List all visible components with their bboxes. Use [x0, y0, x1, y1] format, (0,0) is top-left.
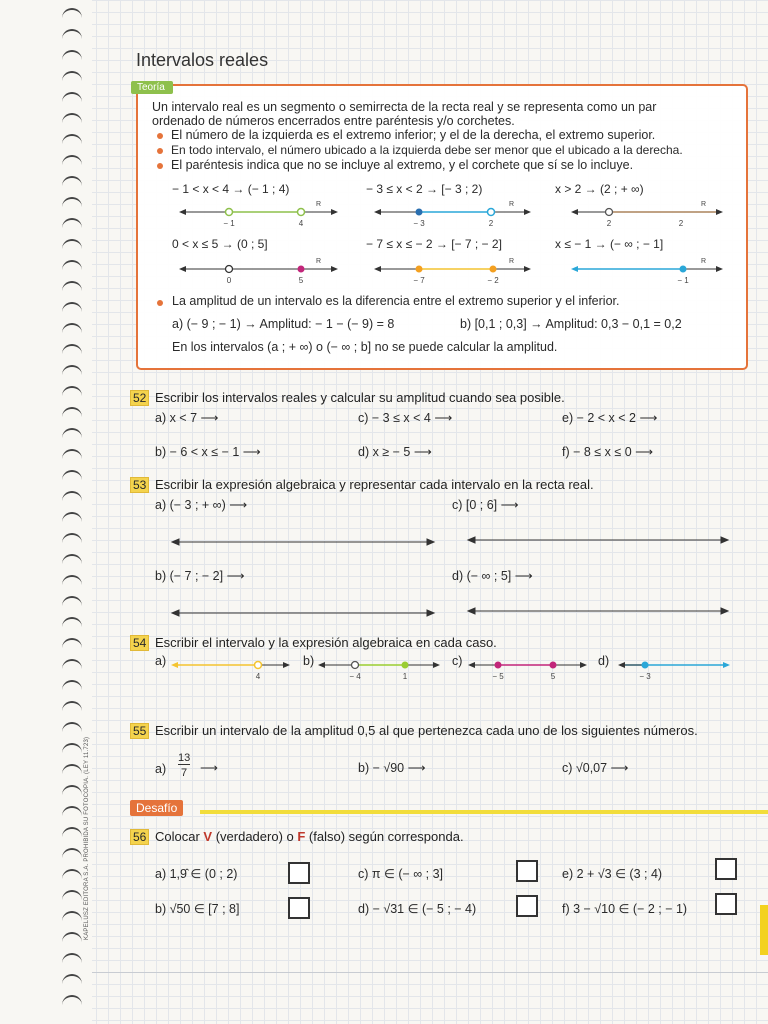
exercise-54-d-label: d)	[598, 654, 610, 668]
example-a: − 1 < x < 4 → (− 1 ; 4)	[172, 182, 290, 196]
number-line-c	[374, 201, 531, 228]
exercise-52-e: e) − 2 < x < 2 ⟶	[562, 411, 658, 425]
exercise-56-a-checkbox[interactable]	[288, 862, 310, 884]
exercise-55-a-denominator: 7	[181, 767, 188, 779]
svg-text:− 1: − 1	[223, 219, 235, 228]
spiral-ring	[62, 827, 82, 837]
spiral-ring	[62, 344, 82, 354]
exercise-53-c: c) [0 ; 6] ⟶	[452, 498, 519, 512]
spiral-ring	[62, 932, 82, 942]
theory-bullet1: El número de la izquierda es el extremo inferior; y el de la derecha, el extremo superior.	[171, 128, 656, 142]
spiral-ring	[62, 596, 82, 606]
spiral-ring	[62, 155, 82, 165]
exercise-56-number: 56	[130, 829, 149, 845]
theory-tag: Teoría	[131, 81, 173, 94]
exercise-56-c-checkbox[interactable]	[516, 860, 538, 882]
desafio-yellow-rule	[200, 810, 768, 814]
theory-bullet2: En todo intervalo, el número ubicado a la izquierda debe ser menor que el ubicado a la derecha.	[171, 143, 683, 157]
exercise-53-d: d) (− ∞ ; 5] ⟶	[452, 569, 533, 583]
svg-text:2: 2	[606, 219, 612, 228]
spiral-ring	[62, 911, 82, 921]
spiral-ring	[62, 722, 82, 732]
bullet-dot	[157, 148, 163, 154]
svg-text:− 3: − 3	[413, 219, 425, 228]
spiral-ring	[62, 449, 82, 459]
spiral-ring	[62, 302, 82, 312]
svg-text:2: 2	[678, 219, 684, 228]
number-line-a	[179, 201, 338, 228]
exercise-56-c: c) π ∈ (− ∞ ; 3]	[358, 867, 444, 881]
spiral-ring	[62, 218, 82, 228]
bullet-dot	[157, 133, 163, 139]
svg-text:R: R	[509, 258, 515, 265]
edge-color-tab	[760, 905, 768, 955]
theory-bullet3: El paréntesis indica que no se incluye al extremo, y el corchete que sí se lo incluye.	[171, 158, 634, 172]
spiral-ring	[62, 659, 82, 669]
example-e: x > 2 → (2 ; + ∞)	[555, 182, 644, 196]
page-title: Intervalos reales	[136, 50, 269, 70]
svg-text:R: R	[316, 201, 322, 208]
spiral-ring	[62, 92, 82, 102]
amplitud-example-a: a) (− 9 ; − 1) → Amplitud: − 1 − (− 9) = 8	[172, 317, 395, 331]
svg-text:− 4: − 4	[349, 672, 361, 681]
spiral-ring	[62, 470, 82, 480]
spiral-ring	[62, 953, 82, 963]
exercise-53-header: Escribir la expresión algebraica y representar cada intervalo en la recta real.	[155, 477, 594, 492]
spiral-ring	[62, 71, 82, 81]
svg-text:0: 0	[226, 276, 232, 285]
exercise-52-a: a) x < 7 ⟶	[155, 411, 219, 425]
svg-text:− 3: − 3	[639, 672, 651, 681]
exercise-54-a-label: a)	[155, 654, 167, 668]
spiral-ring	[62, 29, 82, 39]
spiral-ring	[62, 575, 82, 585]
exercise-55-number: 55	[130, 723, 149, 739]
svg-text:5: 5	[298, 276, 304, 285]
exercise-56-b-checkbox[interactable]	[288, 897, 310, 919]
svg-text:1: 1	[402, 672, 408, 681]
example-f: x ≤ − 1 → (− ∞ ; − 1]	[555, 237, 664, 251]
spiral-ring	[62, 995, 82, 1005]
number-line-b	[179, 258, 338, 285]
spiral-ring	[62, 806, 82, 816]
number-line-f	[571, 258, 723, 285]
exercise-52-c: c) − 3 ≤ x < 4 ⟶	[358, 411, 453, 425]
exercise-53-blank-lines	[170, 535, 740, 620]
spiral-ring	[62, 428, 82, 438]
exercise-56-d-checkbox[interactable]	[516, 895, 538, 917]
exercise-56-f: f) 3 − √10 ∈ (− 2 ; − 1)	[562, 902, 688, 916]
svg-text:− 1: − 1	[677, 276, 689, 285]
exercise-52-b: b) − 6 < x ≤ − 1 ⟶	[155, 445, 261, 459]
spiral-ring	[62, 491, 82, 501]
exercise-53-number: 53	[130, 477, 149, 493]
spiral-ring	[62, 638, 82, 648]
svg-text:R: R	[316, 258, 322, 265]
bullet-dot	[157, 300, 163, 306]
exercise-52-header: Escribir los intervalos reales y calcular su amplitud cuando sea posible.	[155, 390, 565, 405]
exercise-56-header: Colocar V (verdadero) o F (falso) según corresponda.	[155, 829, 464, 844]
notebook-margin	[0, 0, 92, 1024]
spiral-ring	[62, 8, 82, 18]
exercise-54-c-label: c)	[452, 654, 463, 668]
spiral-ring	[62, 134, 82, 144]
example-c: − 3 ≤ x < 2 → [− 3 ; 2)	[366, 182, 483, 196]
spiral-ring	[62, 680, 82, 690]
svg-text:− 2: − 2	[487, 276, 499, 285]
exercise-56-a: a) 1,9̂ ∈ (0 ; 2)	[155, 867, 238, 881]
spiral-ring	[62, 197, 82, 207]
desafio-tag: Desafío	[130, 800, 183, 816]
spiral-ring	[62, 890, 82, 900]
exercise-53-a: a) (− 3 ; + ∞) ⟶	[155, 498, 248, 512]
exercise-56-e: e) 2 + √3 ∈ (3 ; 4)	[562, 867, 663, 881]
spiral-ring	[62, 617, 82, 627]
spiral-ring	[62, 50, 82, 60]
svg-text:− 7: − 7	[413, 276, 425, 285]
spiral-ring	[62, 239, 82, 249]
exercise-54-number: 54	[130, 635, 149, 651]
svg-text:5: 5	[550, 672, 556, 681]
spiral-ring	[62, 512, 82, 522]
exercise-55-a-label: a)	[155, 762, 167, 776]
exercise-53-b: b) (− 7 ; − 2] ⟶	[155, 569, 245, 583]
number-line-d	[374, 258, 531, 285]
spiral-ring	[62, 323, 82, 333]
example-b: 0 < x ≤ 5 → (0 ; 5]	[172, 237, 268, 251]
spiral-ring	[62, 848, 82, 858]
exercise-54-number-lines	[170, 655, 740, 685]
theory-intro-line2: ordenado de números encerrados entre paréntesis y/o corchetes.	[152, 114, 515, 128]
exercise-54-header: Escribir el intervalo y la expresión algebraica en cada caso.	[155, 635, 497, 650]
example-d: − 7 ≤ x ≤ − 2 → [− 7 ; − 2]	[366, 237, 502, 251]
svg-text:R: R	[701, 201, 707, 208]
exercise-56-f-checkbox[interactable]	[715, 893, 737, 915]
exercise-55-b: b) − √90 ⟶	[358, 761, 426, 775]
page-bottom-rule	[92, 972, 768, 973]
spiral-ring	[62, 554, 82, 564]
exercise-56-e-checkbox[interactable]	[715, 858, 737, 880]
exercise-56-d: d) − √31 ∈ (− 5 ; − 4)	[358, 902, 477, 916]
amplitud-definition: La amplitud de un intervalo es la diferencia entre el extremo superior y el inferior.	[172, 294, 620, 308]
svg-text:2: 2	[488, 219, 494, 228]
spiral-ring	[62, 869, 82, 879]
spiral-ring	[62, 365, 82, 375]
spiral-ring	[62, 533, 82, 543]
spiral-ring	[62, 785, 82, 795]
spiral-ring	[62, 281, 82, 291]
exercise-54-b-label: b)	[303, 654, 315, 668]
svg-text:4: 4	[255, 672, 261, 681]
exercise-55-a-arrow: ⟶	[200, 761, 218, 775]
exercise-52-number: 52	[130, 390, 149, 406]
exercise-55-header: Escribir un intervalo de la amplitud 0,5 al que pertenezca cada uno de los siguientes números.	[155, 723, 698, 738]
amplitud-example-b: b) [0,1 ; 0,3] → Amplitud: 0,3 − 0,1 = 0,2	[460, 317, 682, 331]
theory-number-lines	[136, 190, 744, 290]
spiral-ring	[62, 743, 82, 753]
spiral-ring	[62, 701, 82, 711]
spiral-ring	[62, 176, 82, 186]
exercise-55-c: c) √0,07 ⟶	[562, 761, 629, 775]
spiral-ring	[62, 974, 82, 984]
theory-intro-line1: Un intervalo real es un segmento o semirrecta de la recta real y se representa como un par	[152, 100, 657, 114]
copyright-side-text: KAPELUSZ EDITORA S.A. PROHIBIDA SU FOTOCOPIA. (LEY 11.723)	[84, 736, 90, 940]
bullet-dot	[157, 163, 163, 169]
svg-text:− 5: − 5	[492, 672, 504, 681]
exercise-52-f: f) − 8 ≤ x ≤ 0 ⟶	[562, 445, 654, 459]
svg-text:R: R	[509, 201, 515, 208]
spiral-ring	[62, 386, 82, 396]
number-line-e	[571, 201, 723, 228]
spiral-ring	[62, 407, 82, 417]
exercise-55-a-numerator: 13	[178, 752, 191, 764]
exercise-56-b: b) √50 ∈ [7 ; 8]	[155, 902, 240, 916]
no-amplitud-note: En los intervalos (a ; + ∞) o (− ∞ ; b] no se puede calcular la amplitud.	[172, 340, 558, 354]
exercise-52-d: d) x ≥ − 5 ⟶	[358, 445, 432, 459]
spiral-ring	[62, 764, 82, 774]
spiral-ring	[62, 113, 82, 123]
svg-text:4: 4	[298, 219, 304, 228]
svg-text:R: R	[701, 258, 707, 265]
spiral-ring	[62, 260, 82, 270]
